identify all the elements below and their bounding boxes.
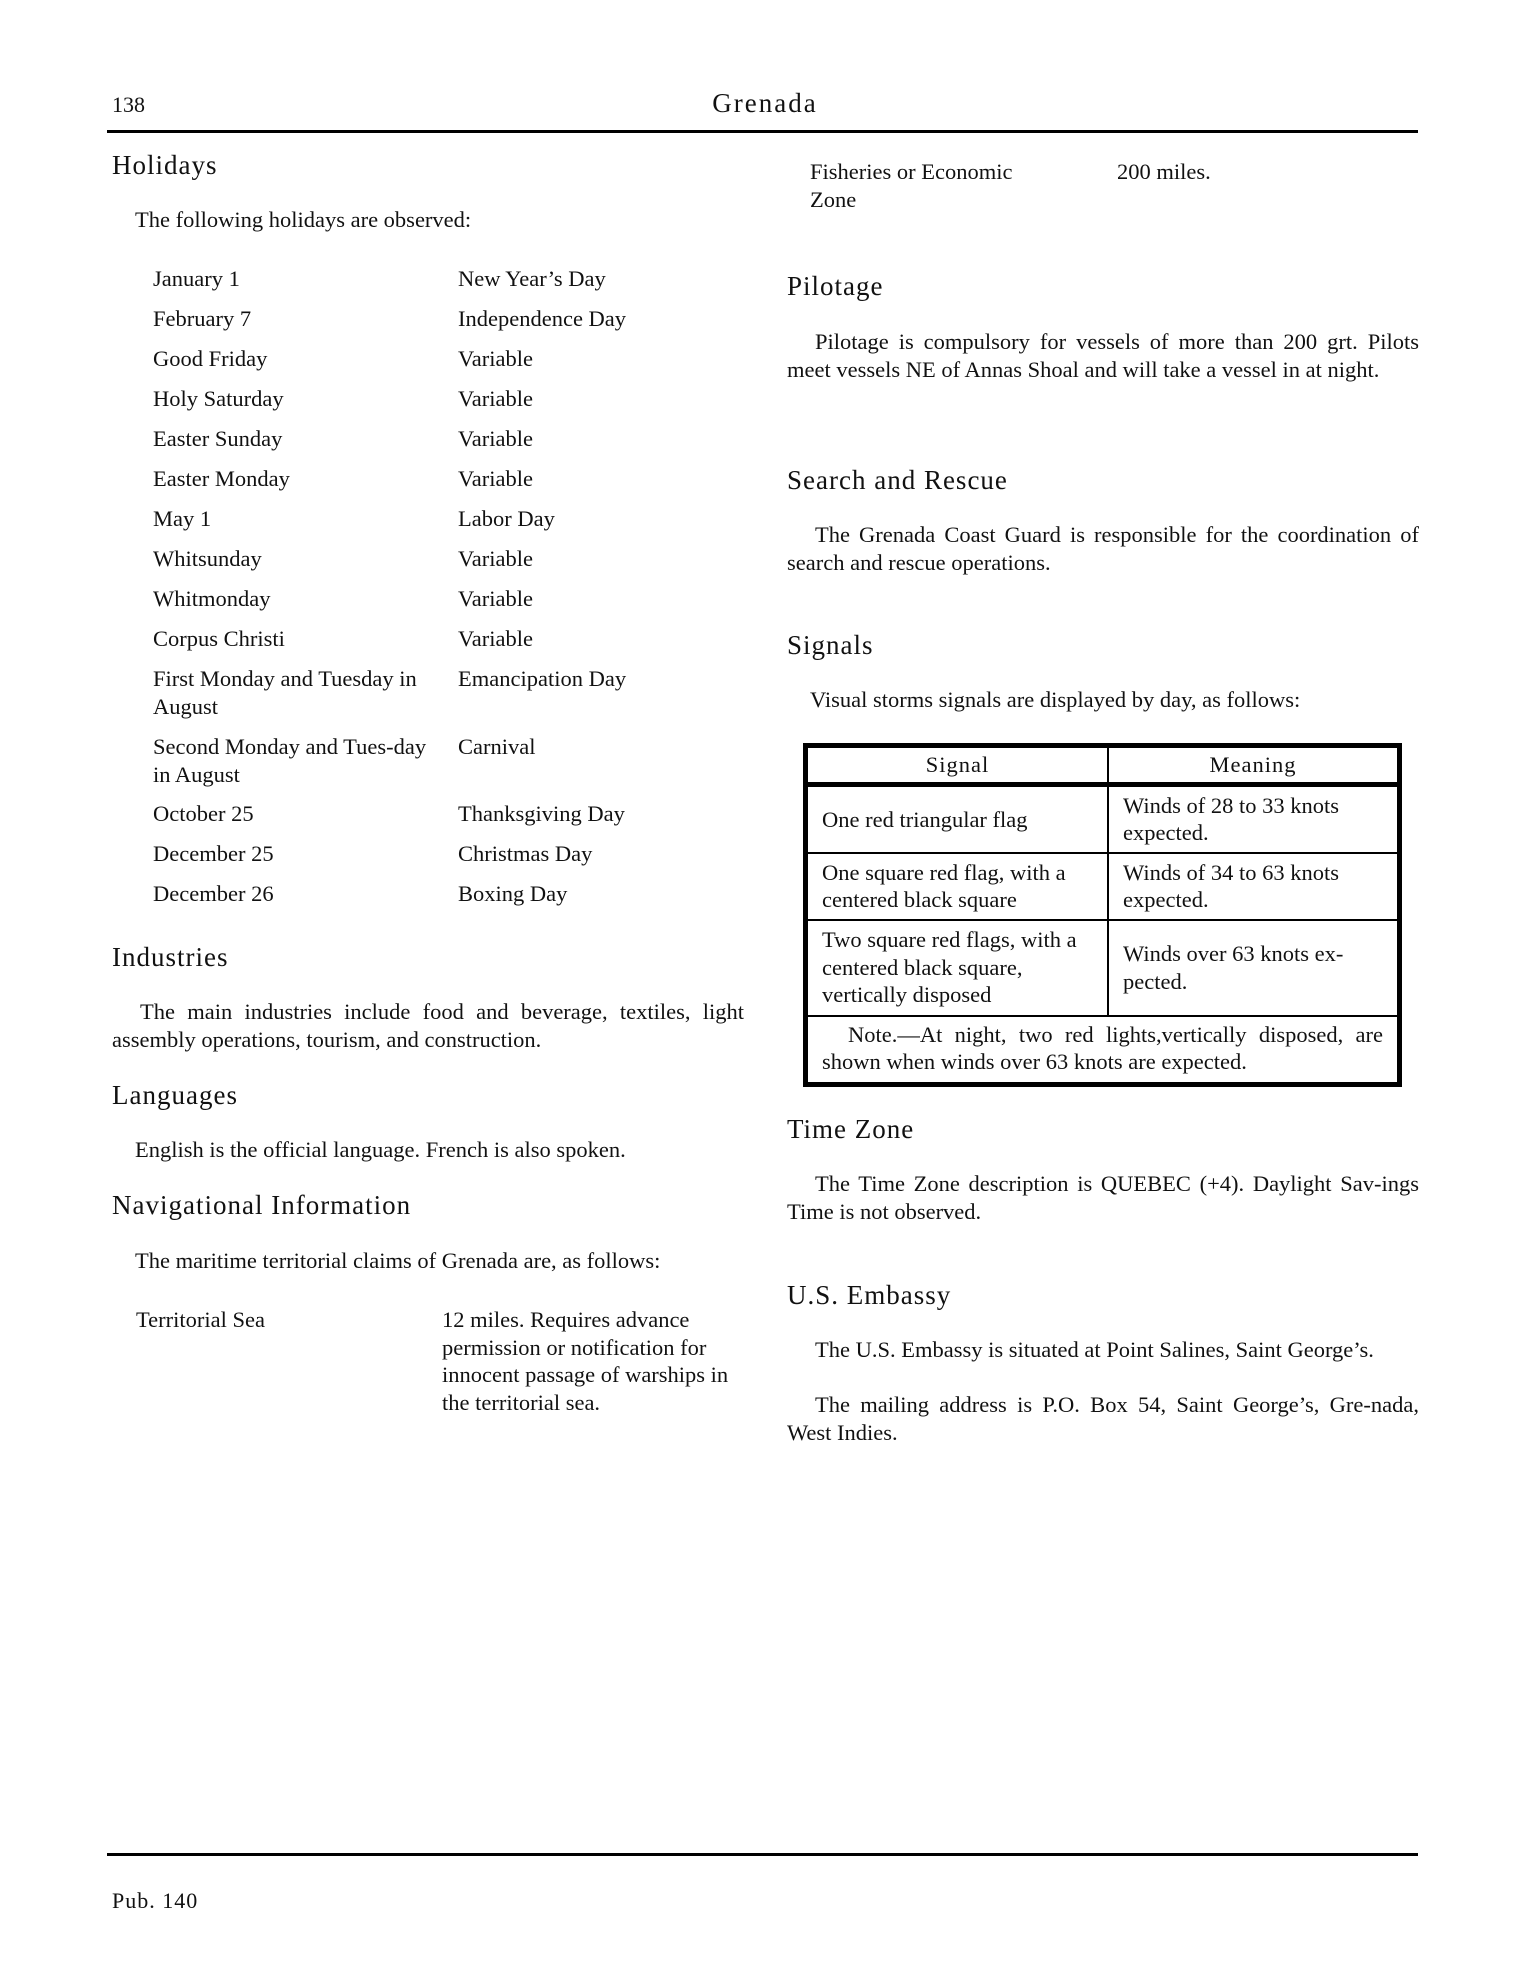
signals-intro: Visual storms signals are displayed by day, as follows: [810, 687, 1301, 712]
signals-note: Note.—At night, two red lights,vertically disposed, are shown when winds over 63 knots are expected. [806, 1016, 1400, 1085]
holiday-date: Whitsunday [153, 546, 262, 571]
industries-heading: Industries [112, 942, 229, 972]
claim-label: Territorial Sea [136, 1307, 265, 1332]
footer-rule [107, 1853, 1418, 1856]
holiday-name: Independence Day [458, 306, 627, 331]
holiday-name: Variable [458, 466, 533, 491]
header-rule [107, 130, 1418, 133]
signal-cell: Two square red flags, with a centered black square, vertically disposed [806, 920, 1109, 1016]
holiday-name: Thanksgiving Day [458, 801, 625, 826]
holiday-date: Good Friday [153, 346, 268, 371]
signal-cell: One square red flag, with a centered black square [806, 853, 1109, 920]
table-row [806, 853, 1400, 920]
holiday-name: Variable [458, 626, 533, 651]
time-zone-text: The Time Zone description is QUEBEC (+4). Daylight Sav-ings Time is not observed. [787, 1171, 1419, 1224]
industries-text: The main industries include food and beverage, textiles, light assembly operations, tourism, and construction. [112, 999, 744, 1052]
holiday-date: Holy Saturday [153, 386, 284, 411]
holiday-date: Corpus Christi [153, 626, 285, 651]
claim-value: 200 miles. [1117, 159, 1211, 184]
languages-heading: Languages [112, 1080, 238, 1110]
running-title: Grenada [712, 88, 818, 118]
holiday-date: October 25 [153, 801, 254, 826]
table-row [806, 920, 1400, 1016]
embassy-text-2: The mailing address is P.O. Box 54, Saint George’s, Gre-nada, West Indies. [787, 1392, 1419, 1445]
holiday-date: Easter Monday [153, 466, 290, 491]
holiday-date: First Monday and Tuesday in August [153, 666, 417, 719]
table-row [806, 785, 1400, 853]
search-rescue-heading: Search and Rescue [787, 465, 1008, 495]
claim-label: Fisheries or Economic Zone [810, 159, 1013, 212]
languages-text: English is the official language. French is also spoken. [135, 1137, 626, 1162]
embassy-heading: U.S. Embassy [787, 1280, 952, 1310]
navigational-intro: The maritime territorial claims of Grenada are, as follows: [135, 1248, 661, 1273]
holiday-date: December 26 [153, 881, 274, 906]
holiday-name: Variable [458, 586, 533, 611]
holiday-name: Boxing Day [458, 881, 568, 906]
page-number: 138 [112, 92, 145, 117]
holiday-name: Emancipation Day [458, 666, 627, 691]
holidays-intro: The following holidays are observed: [135, 207, 472, 232]
holiday-date: February 7 [153, 306, 252, 331]
pilotage-heading: Pilotage [787, 271, 884, 301]
meaning-cell: Winds of 34 to 63 knots expected. [1108, 853, 1400, 920]
signals-table [803, 743, 1402, 1087]
holiday-name: Christmas Day [458, 841, 593, 866]
time-zone-heading: Time Zone [787, 1114, 915, 1144]
navigational-heading: Navigational Information [112, 1190, 412, 1220]
table-note-row [806, 1016, 1400, 1085]
holiday-date: Second Monday and Tues-day in August [153, 734, 427, 787]
holiday-name: Variable [458, 426, 533, 451]
holiday-date: May 1 [153, 506, 212, 531]
search-rescue-text: The Grenada Coast Guard is responsible for the coordination of search and rescue operations. [787, 522, 1419, 575]
holiday-date: January 1 [153, 266, 240, 291]
meaning-cell: Winds over 63 knots ex-pected. [1108, 920, 1400, 1016]
publication-label: Pub. 140 [112, 1888, 199, 1913]
signals-heading: Signals [787, 630, 874, 660]
holiday-name: Carnival [458, 734, 536, 759]
pilotage-text: Pilotage is compulsory for vessels of more than 200 grt. Pilots meet vessels NE of Annas Shoal and will take a vessel in at night. [787, 329, 1419, 382]
meaning-cell: Winds of 28 to 33 knots expected. [1108, 785, 1400, 853]
holiday-name: Variable [458, 386, 533, 411]
column-header-meaning: Meaning [1108, 746, 1400, 785]
holidays-heading: Holidays [112, 150, 218, 180]
embassy-text-1: The U.S. Embassy is situated at Point Salines, Saint George’s. [815, 1337, 1374, 1362]
holiday-name: Labor Day [458, 506, 555, 531]
holiday-date: Easter Sunday [153, 426, 283, 451]
holiday-name: Variable [458, 546, 533, 571]
signal-cell: One red triangular flag [806, 785, 1109, 853]
holiday-date: Whitmonday [153, 586, 271, 611]
holiday-name: Variable [458, 346, 533, 371]
holiday-date: December 25 [153, 841, 274, 866]
column-header-signal: Signal [806, 746, 1109, 785]
claim-value: 12 miles. Requires advance permission or notification for innocent passage of warships in the territorial sea. [442, 1307, 729, 1415]
holiday-name: New Year’s Day [458, 266, 606, 291]
